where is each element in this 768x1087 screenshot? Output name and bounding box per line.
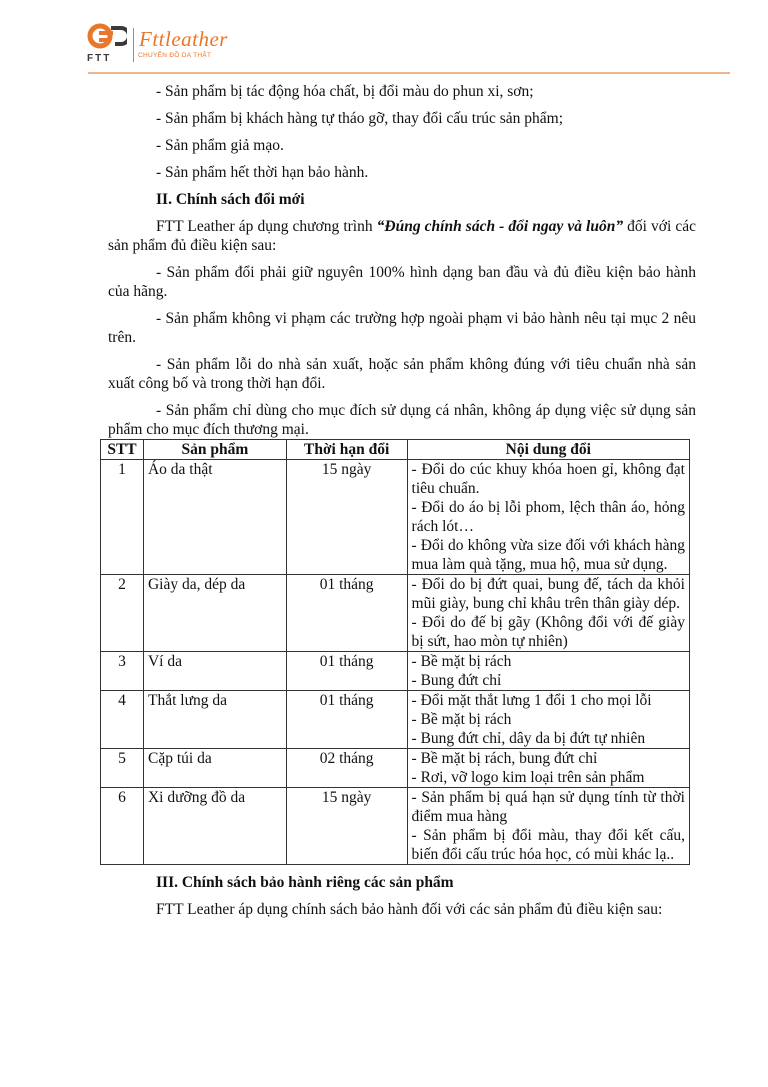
content-line: - Đổi do không vừa size đối với khách hàng mua làm quà tặng, mua hộ, mua sử dụng. <box>411 537 685 573</box>
row-product: Thắt lưng da <box>143 691 286 749</box>
exclusion-item: - Sản phẩm bị khách hàng tự tháo gỡ, thay đổi cấu trúc sản phẩm; <box>156 110 564 127</box>
row-stt: 6 <box>101 788 144 865</box>
condition-item: - Sản phẩm không vi phạm các trường hợp ngoài phạm vi bảo hành nêu tại mục 2 nêu trên. <box>108 310 696 346</box>
row-product: Ví da <box>143 652 286 691</box>
logo-brand-text: Fttleather <box>139 27 228 51</box>
table-row <box>101 652 690 691</box>
header-rule <box>88 72 730 74</box>
row-period: 15 ngày <box>286 460 407 575</box>
row-stt: 2 <box>101 575 144 652</box>
condition-item: - Sản phẩm đổi phải giữ nguyên 100% hình dạng ban đầu và đủ điều kiện bảo hành của hãng. <box>108 264 696 300</box>
logo-tagline: CHUYÊN ĐỒ DA THẬT <box>138 52 212 59</box>
exclusion-item: - Sản phẩm giả mạo. <box>156 137 284 154</box>
table-row <box>101 575 690 652</box>
col-header-stt: STT <box>101 440 144 460</box>
content-line: - Rơi, vỡ logo kim loại trên sản phẩm <box>411 769 645 786</box>
row-stt: 5 <box>101 749 144 788</box>
content-line: - Sản phẩm bị đổi màu, thay đổi kết cấu, biến đổi cấu trúc hóa học, có mùi khác lạ.. <box>411 827 685 863</box>
col-header-content: Nội dung đổi <box>407 440 689 460</box>
table-header-row <box>101 440 690 460</box>
content-line: - Đổi do đế bị gãy (Không đổi với đế giày bị sứt, hao mòn tự nhiên) <box>411 614 685 650</box>
row-stt: 3 <box>101 652 144 691</box>
row-stt: 1 <box>101 460 144 575</box>
condition-item: - Sản phẩm lỗi do nhà sản xuất, hoặc sản phẩm không đúng với tiêu chuẩn nhà sản xuất công bố và trong thời hạn đổi. <box>108 356 696 392</box>
table-row <box>101 749 690 788</box>
row-period: 01 tháng <box>286 652 407 691</box>
row-product: Áo da thật <box>143 460 286 575</box>
col-header-period: Thời hạn đổi <box>286 440 407 460</box>
content-line: - Bề mặt bị rách <box>411 711 512 728</box>
exchange-policy-table <box>100 439 690 865</box>
row-content <box>407 691 689 749</box>
row-period: 01 tháng <box>286 575 407 652</box>
col-header-product: Sản phẩm <box>143 440 286 460</box>
intro-emphasis: “Đúng chính sách - đổi ngay và luôn” <box>376 218 624 235</box>
row-period: 15 ngày <box>286 788 407 865</box>
row-period: 02 tháng <box>286 749 407 788</box>
section-2-intro <box>108 217 696 255</box>
content-line: - Bung đứt chỉ, dây da bị đứt tự nhiên <box>411 730 646 747</box>
table-row <box>101 788 690 865</box>
content-line: - Sản phẩm bị quá hạn sử dụng tính từ thời điểm mua hàng <box>411 789 685 825</box>
table-row <box>101 691 690 749</box>
row-product: Xi dưỡng đồ da <box>143 788 286 865</box>
section-3-heading: III. Chính sách bảo hành riêng các sản phẩm <box>156 874 454 891</box>
section-3-intro: FTT Leather áp dụng chính sách bảo hành đối với các sản phẩm đủ điều kiện sau: <box>156 901 663 918</box>
ftt-logo-icon <box>87 22 127 52</box>
intro-text: đối với các sản phẩm đủ điều kiện sau: <box>108 218 697 254</box>
content-line: - Đổi mặt thắt lưng 1 đổi 1 cho mọi lỗi <box>411 692 652 709</box>
row-content <box>407 749 689 788</box>
exclusion-item: - Sản phẩm hết thời hạn bảo hành. <box>156 164 369 181</box>
section-2-heading: II. Chính sách đổi mới <box>156 191 305 208</box>
content-line: - Đổi do bị đứt quai, bung đế, tách da khỏi mũi giày, bung chỉ khâu trên thân giày dép. <box>411 576 685 612</box>
exclusion-item: - Sản phẩm bị tác động hóa chất, bị đổi màu do phun xi, sơn; <box>156 83 534 100</box>
content-line: - Bề mặt bị rách, bung đứt chỉ <box>411 750 598 767</box>
document-body <box>108 82 696 927</box>
content-line: - Bung đứt chỉ <box>411 672 502 689</box>
table-row <box>101 460 690 575</box>
ftt-leather-logo <box>87 22 317 72</box>
row-product: Giày da, dép da <box>143 575 286 652</box>
intro-text: FTT Leather áp dụng chương trình <box>156 218 377 235</box>
row-content <box>407 788 689 865</box>
logo-divider <box>133 28 134 62</box>
row-stt: 4 <box>101 691 144 749</box>
row-product: Cặp túi da <box>143 749 286 788</box>
page-header <box>0 0 768 80</box>
content-line: - Đổi do cúc khuy khóa hoen gỉ, không đạt tiêu chuẩn. <box>411 461 685 497</box>
content-line: - Đổi do áo bị lỗi phom, lệch thân áo, hỏng rách lót… <box>411 499 685 535</box>
logo-ftt-text: FTT <box>87 53 112 64</box>
row-period: 01 tháng <box>286 691 407 749</box>
row-content <box>407 652 689 691</box>
row-content <box>407 460 689 575</box>
condition-item: - Sản phẩm chỉ dùng cho mục đích sử dụng cá nhân, không áp dụng việc sử dụng sản phẩm cho mục đích thương mại. <box>108 402 696 438</box>
row-content <box>407 575 689 652</box>
content-line: - Bề mặt bị rách <box>411 653 512 670</box>
